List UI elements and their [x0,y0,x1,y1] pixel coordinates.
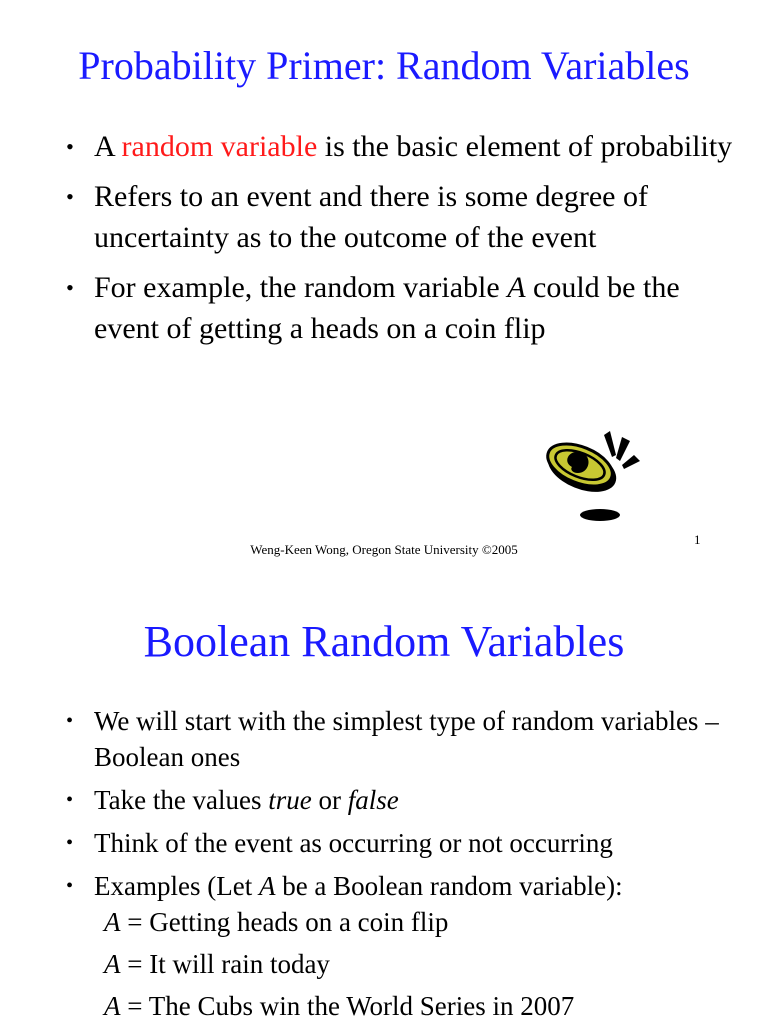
slide-title: Probability Primer: Random Variables [78,43,690,88]
variable-name: A [104,991,121,1021]
bullet-text-suffix: could be the event of getting a heads on a coin flip [94,271,680,345]
example-text: = It will rain today [120,949,330,979]
flipping-coin-icon [540,425,650,525]
bullet-item [66,868,734,1024]
bullet-text-suffix: be a Boolean random variable): [275,871,623,901]
page-number: 1 [694,532,701,547]
variable-name: A [104,907,121,937]
bullet-item [66,825,734,861]
bullet-text: Refers to an event and there is some degree of uncertainty as to the outcome of the event [94,180,648,254]
bullet-item [66,703,734,775]
bullet-icon: • [66,832,74,854]
bullet-icon: • [66,710,74,732]
bullet-text-middle: or [311,785,348,815]
bullet-icon: • [66,134,74,159]
bullet-text-prefix: A [94,130,122,163]
bullet-list [66,126,734,358]
variable-name: A [104,949,121,979]
bullet-text-prefix: Examples (Let [94,871,259,901]
example-text: = The Cubs win the World Series in 2007 [120,991,575,1021]
bullet-text-prefix: Take the values [94,785,269,815]
bullet-item [66,782,734,818]
highlighted-term: random variable [121,130,318,163]
example-text: = Getting heads on a coin flip [120,907,449,937]
value-false: false [347,785,399,815]
value-true: true [268,785,312,815]
bullet-icon: • [66,789,74,811]
examples-list [94,904,734,1024]
variable-name: A [507,271,526,304]
bullet-icon: • [66,184,74,209]
bullet-icon: • [66,275,74,300]
variable-name: A [258,871,276,901]
bullet-item [66,126,734,167]
example-item [104,988,734,1024]
example-item [104,904,734,940]
example-item [104,946,734,982]
bullet-text: Think of the event as occurring or not occurring [94,828,613,858]
bullet-item [66,267,734,349]
bullet-text: We will start with the simplest type of random variables – Boolean ones [94,706,719,772]
bullet-text-suffix: is the basic element of probability [317,130,733,163]
bullet-item [66,176,734,258]
bullet-list [66,703,734,1031]
bullet-text-prefix: For example, the random variable [94,271,508,304]
slide-title: Boolean Random Variables [143,617,625,666]
slide-2 [0,576,768,1024]
slide-footer: Weng-Keen Wong, Oregon State University ©2005 [250,542,518,557]
bullet-icon: • [66,875,74,897]
